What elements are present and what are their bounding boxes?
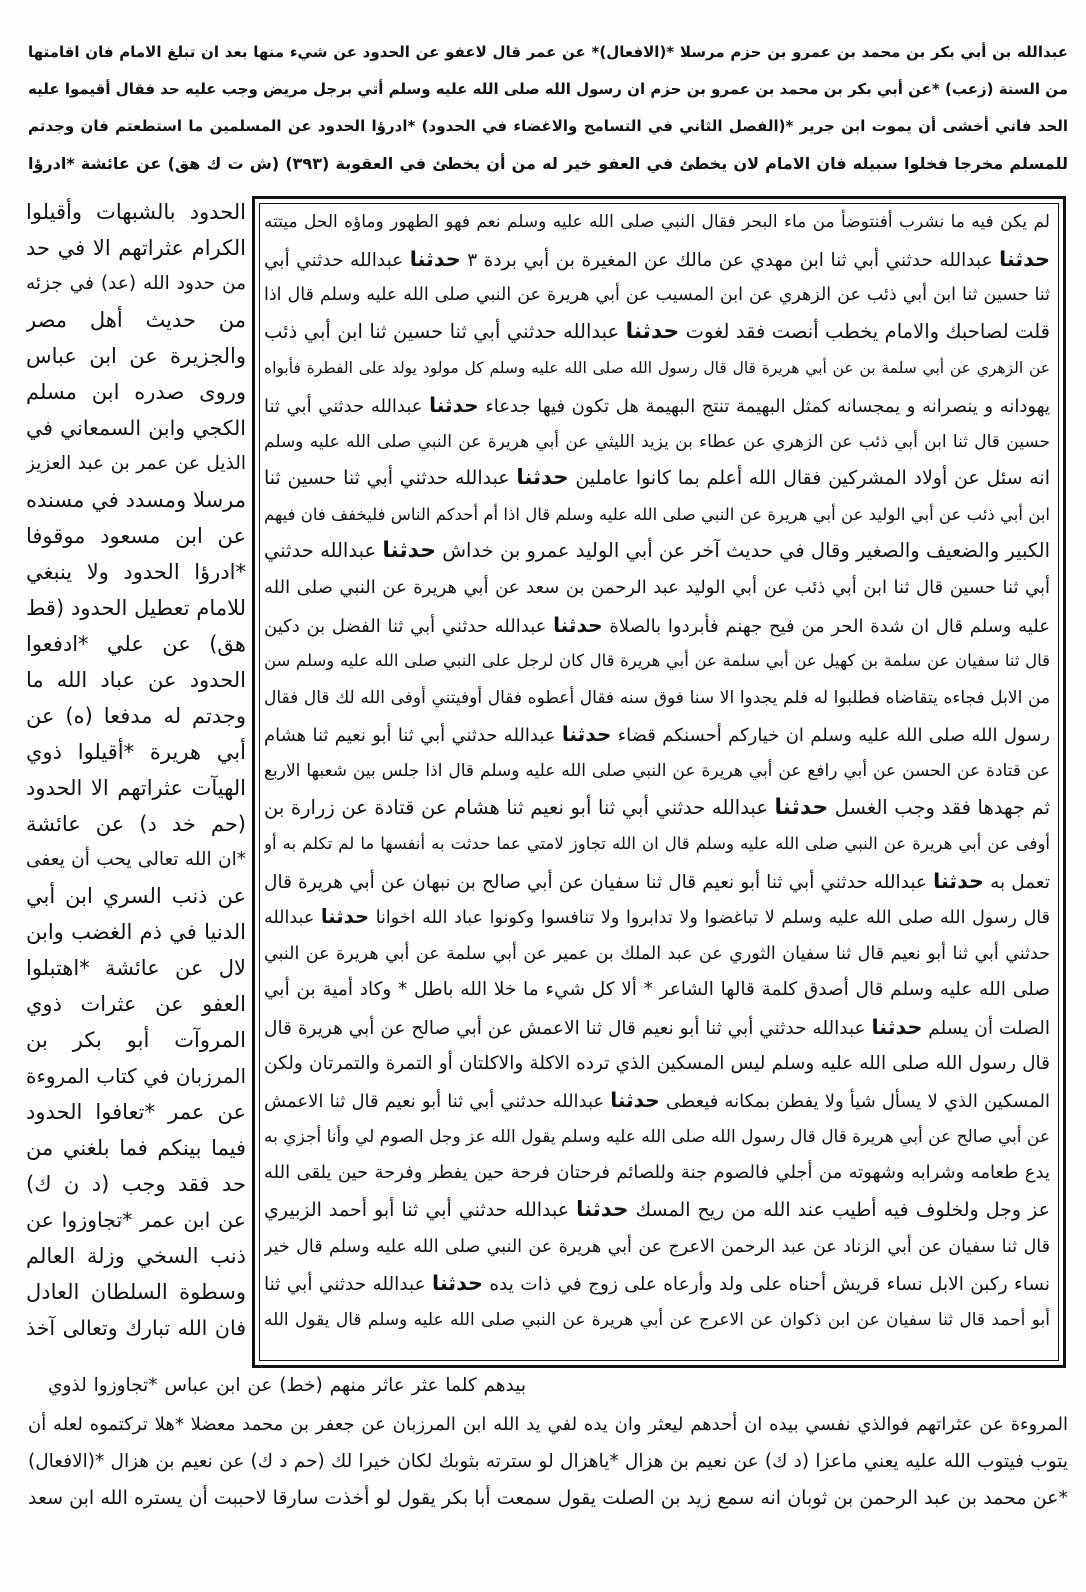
margin-note-line: من حديث أهل مصر bbox=[26, 308, 246, 332]
main-text-line: عن قتادة عن الحسن عن أبي رافع عن أبي هريرة عن النبي صلى الله عليه وسلم قال اذا جلس بين شعبها الاربع bbox=[264, 760, 1050, 781]
main-text-line: عن أبي صالح عن أبي هريرة قال قال رسول الله صلى الله عليه وسلم يقول الله عز وجل الصوم لي وأنا أجزي به bbox=[264, 1126, 1050, 1147]
main-text-block bbox=[264, 204, 1050, 1338]
main-text-line: الكبير والضعيف والصغير وقال في حديث آخر عن أبي الوليد عمرو بن خداش حدثنا عبدالله حدثني bbox=[264, 538, 1050, 564]
isnad-marker: حدثنا bbox=[610, 1088, 660, 1113]
main-text-line: انه سئل عن أولاد المشركين فقال الله أعلم بما كانوا عاملين حدثنا عبدالله حدثني أبي ثنا حسين ثنا bbox=[264, 465, 1050, 491]
main-text-line: قلت لصاحبك والامام يخطب أنصت فقد لغوت حدثنا عبدالله حدثني أبي ثنا حسين ثنا ابن أبي ذئب bbox=[264, 318, 1050, 344]
margin-note-line: الدنيا في ذم الغضب وابن bbox=[26, 920, 246, 944]
margin-note-line: (حم خد د) عن عائشة bbox=[26, 812, 246, 836]
isnad-marker: حدثنا bbox=[432, 1271, 483, 1296]
isnad-marker: حدثنا bbox=[774, 794, 829, 820]
margin-note-line: للامام تعطيل الحدود (قط bbox=[26, 596, 246, 620]
main-text-line: قال ثنا سفيان عن سلمة بن كهيل عن أبي سلمة عن أبي هريرة قال كان لرجل على النبي صلى الله عليه وسلم سن bbox=[264, 651, 1050, 671]
main-text-line: قال ثنا سفيان عن أبي الزناد عن عبد الرحمن الاعرج عن أبي هريرة عن النبي صلى الله عليه وسلم قال خير bbox=[264, 1236, 1050, 1257]
header-line: الحد فاني أخشى أن يموت ابن جرير *(الفصل الثاني في التسامح والاغضاء في الحدود) *ادرؤا الحدود عن المسلمين ما استطعتم فان وجدتم bbox=[28, 117, 1068, 135]
isnad-marker: حدثنا bbox=[409, 246, 461, 271]
footer-first-line-block bbox=[48, 1368, 526, 1404]
footer-line: بيدهم كلما عثر عاثر منهم (خط) عن ابن عباس *تجاوزوا لذوي bbox=[48, 1375, 526, 1396]
main-text-line: ثنا حسين ثنا ابن أبي ذئب عن الزهري عن ابن المسيب عن أبي هريرة عن النبي صلى الله عليه وسلم قال اذا bbox=[264, 285, 1050, 306]
main-text-line: أبي ثنا حسين قال ثنا ابن أبي ذئب عن أبي الوليد عبد الرحمن بن سعد عن أبي هريرة عن النبي صلى الله bbox=[264, 576, 1050, 598]
main-text-line: صلى الله عليه وسلم قال أصدق كلمة قالها الشاعر * ألا كل شيء ما خلا الله باطل * وكاد أمية بن أبي bbox=[264, 979, 1050, 1001]
main-text-line: قال رسول الله صلى الله عليه وسلم لا تباغضوا ولا تدابروا ولا تنافسوا وكونوا عباد الله اخوانا حدثنا عبدالله bbox=[264, 905, 1050, 929]
margin-note-line: الكجي وابن السمعاني في bbox=[26, 416, 246, 440]
margin-note-line: عن عمر *تعافوا الحدود bbox=[26, 1100, 246, 1124]
margin-note-line: العفو عن عثرات ذوي bbox=[26, 992, 246, 1016]
main-text-line: أبو أحمد قال ثنا سفيان عن ابن ذكوان عن الاعرج عن أبي هريرة عن النبي صلى الله عليه وسلم قال يقول الله bbox=[264, 1309, 1050, 1330]
main-text-line: ابن أبي ذئب عن أبي الوليد عن أبي هريرة عن النبي صلى الله عليه وسلم قال اذا أم أحدكم الناس فليخفف فان فيهم bbox=[264, 504, 1050, 524]
main-text-line: حدثني أبي ثنا أبو نعيم قال ثنا سفيان الثوري عن عبد الملك بن عمير عن أبي سلمة عن أبي هريرة عن النبي bbox=[264, 943, 1050, 964]
main-text-line: نساء ركبن الابل نساء قريش أحناه على ولد وأرعاه على زوج في ذات يده حدثنا عبدالله حدثني أبي ثنا bbox=[264, 1271, 1050, 1296]
footer-line: المروءة عن عثراتهم فوالذي نفسي بيده ان أحدهم ليعثر وان يده لفي يد الله ابن المرزبان عن جعفر بن محمد معضلا *هلا تركتموه لعله أن bbox=[28, 1414, 1068, 1435]
margin-note-line: حد فقد وجب (د ن ك) bbox=[26, 1172, 246, 1196]
isnad-marker: حدثنا bbox=[561, 722, 612, 747]
main-text-line: يهودانه و ينصرانه و يمجسانه كمثل البهيمة تنتج البهيمة هل تكون فيها جدعاء حدثنا عبدالله حدثني أبي ثنا bbox=[264, 392, 1050, 417]
isnad-marker: حدثنا bbox=[320, 905, 370, 929]
margin-note-line: فان الله تبارك وتعالى آخذ bbox=[26, 1316, 246, 1340]
main-text-line: لم يكن فيه ما نشرب أفنتوضأ من ماء البحر فقال النبي صلى الله عليه وسلم نعم فهو الطهور وماؤه الحل ميتته bbox=[264, 212, 1050, 232]
isnad-marker: حدثنا bbox=[382, 538, 436, 564]
margin-note-line: عن ابن عمر *تجاوزوا عن bbox=[26, 1208, 246, 1232]
margin-note-line: لال عن عائشة *اهتبلوا bbox=[26, 956, 246, 980]
main-text-line: عليه وسلم قال ان شدة الحر من فيح جهنم فأبردوا بالصلاة حدثنا عبدالله حدثني أبي ثنا الفضل بن دكين bbox=[264, 612, 1050, 637]
margin-note-line: هق) عن علي *ادفعوا bbox=[26, 632, 246, 656]
main-text-line: ثم جهدها فقد وجب الغسل حدثنا عبدالله حدثني أبي ثنا أبو نعيم ثنا هشام عن قتادة عن زرارة بن bbox=[264, 794, 1050, 820]
main-text-line: تعمل به حدثنا عبدالله حدثني أبي ثنا أبو نعيم قال ثنا سفيان عن أبي صالح بن نبهان عن أبي هريرة قال bbox=[264, 868, 1050, 893]
margin-note-line: الهيآت عثراتهم الا الحدود bbox=[26, 776, 246, 800]
main-text-line: قال رسول الله صلى الله عليه وسلم ليس المسكين الذي ترده الاكلة والاكلتان أو التمرة والتمرتان ولكن bbox=[264, 1052, 1050, 1074]
margin-note-line: وسطوة السلطان العادل bbox=[26, 1280, 246, 1304]
isnad-marker: حدثنا bbox=[999, 246, 1050, 271]
isnad-marker: حدثنا bbox=[871, 1015, 923, 1040]
main-text-line: عن الزهري عن أبي سلمة بن عن أبي هريرة قال قال رسول الله صلى الله عليه وسلم كل مولود يولد على الفطرة فأبواه bbox=[264, 359, 1050, 378]
isnad-marker: حدثنا bbox=[933, 868, 984, 893]
footer-line: *عن محمد بن عبد الرحمن بن ثوبان انه سمع زيد بن الصلت يقول سمعت أبا بكر يقول لو أخذت سارقا لاحببت أن يستره الله ابن سعد bbox=[28, 1487, 1068, 1509]
footer-line: يتوب فيتوب الله عليه يعني ماعزا (د ك) عن نعيم بن هزال *ياهزال لو سترته بثوبك لكان خيرا لك (حم د ك) عن نعيم بن هزال *(الافعال) bbox=[28, 1451, 1068, 1472]
margin-note-line: أبي هريرة *أقيلوا ذوي bbox=[26, 740, 246, 764]
main-text-line: المسكين الذي لا يسأل شيأ ولا يفطن بمكانه فيعطى حدثنا عبدالله حدثني أبي ثنا أبو نعيم قال ثنا الاعمش bbox=[264, 1088, 1050, 1113]
isnad-marker: حدثنا bbox=[625, 318, 680, 344]
margin-note-line: الكرام عثراتهم الا في حد bbox=[26, 236, 246, 260]
main-text-line: أوفى عن أبي هريرة عن النبي صلى الله عليه وسلم قال ان الله تجاوز لامتي عما حدثت به أنفسها ما لم تكلم به أو bbox=[264, 834, 1050, 854]
margin-note-line: *ادرؤا الحدود ولا ينبغي bbox=[26, 560, 246, 584]
main-text-line: الصلت أن يسلم حدثنا عبدالله حدثني أبي ثنا أبو نعيم قال ثنا الاعمش عن أبي صالح عن أبي هريرة قال bbox=[264, 1015, 1050, 1040]
margin-note-line: فيما بينكم فما بلغني من bbox=[26, 1136, 246, 1160]
margin-note-line: المرزبان في كتاب المروءة bbox=[26, 1064, 246, 1088]
header-line: من السنة (زعب) *عن أبي بكر بن محمد بن عمرو بن حزم ان رسول الله صلى الله عليه وسلم أتي برجل مريض وجب عليه حد فقال أقيموا عليه bbox=[28, 80, 1068, 98]
footer-text-block bbox=[28, 1406, 1068, 1517]
margin-note-line: ذنب السخي وزلة العالم bbox=[26, 1244, 246, 1268]
main-text-line: من الابل فجاءه يتقاضاه فطلبوا له فلم يجدوا الا سنا فوق سنه فقال أعطوه فقال أوفيتني أوفى الله لك قال فقال bbox=[264, 687, 1050, 708]
header-text-block bbox=[28, 34, 1068, 182]
isnad-marker: حدثنا bbox=[516, 465, 569, 491]
margin-note-line: والجزيرة عن ابن عباس bbox=[26, 344, 246, 368]
main-text-line: عز وجل ولخلوف فيه أطيب عند الله من ريح المسك حدثنا عبدالله حدثني أبي ثنا أبو أحمد الزبيري bbox=[264, 1197, 1050, 1223]
margin-note-line: الحدود بالشبهات وأقيلوا bbox=[26, 200, 246, 224]
margin-note-line: عن ابن مسعود موقوفا bbox=[26, 524, 246, 548]
header-line: عبدالله بن أبي بكر بن محمد بن عمرو بن حزم مرسلا *(الافعال)* عن عمر قال لاعفو عن الحدود عن شيء منها بعد ان تبلغ الامام فان اقامتها bbox=[28, 43, 1068, 61]
isnad-marker: حدثنا bbox=[429, 392, 479, 417]
margin-note-column bbox=[26, 194, 246, 1346]
main-text-line: رسول الله صلى الله عليه وسلم ان خياركم أحسنكم قضاء حدثنا عبدالله حدثني أبي ثنا أبو نعيم ثنا هشام bbox=[264, 722, 1050, 747]
main-text-line: يدع طعامه وشرابه وشهوته من أجلي فالصوم جنة وللصائم فرحتان فرحة حين يفطر وفرحة حين يلقى الله bbox=[264, 1162, 1050, 1184]
margin-note-line: الحدود عن عباد الله ما bbox=[26, 668, 246, 692]
margin-note-line: المروآت أبو بكر بن bbox=[26, 1028, 246, 1052]
margin-note-line: عن ذنب السري ابن أبي bbox=[26, 884, 246, 908]
margin-note-line: وروى صدره ابن مسلم bbox=[26, 380, 246, 404]
margin-note-line: وجدتم له مدفعا (ه) عن bbox=[26, 704, 246, 728]
isnad-marker: حدثنا bbox=[553, 612, 603, 637]
header-line: للمسلم مخرجا فخلوا سبيله فان الامام لان يخطئ في العفو خير له من أن يخطئ في العقوبة (٣٩٣) (ش ت ك هق) عن عائشة *ادرؤا bbox=[28, 154, 1068, 173]
isnad-marker: حدثنا bbox=[576, 1197, 629, 1223]
main-text-line: حسين قال ثنا ابن أبي ذئب عن الزهري عن عطاء بن يزيد الليثي عن أبي هريرة عن النبي صلى الله عليه وسلم bbox=[264, 431, 1050, 452]
margin-note-line: من حدود الله (عد) في جزئه bbox=[26, 273, 246, 294]
margin-note-line: الذيل عن عمر بن عبد العزيز bbox=[26, 453, 246, 474]
margin-note-line: مرسلا ومسدد في مسنده bbox=[26, 488, 246, 512]
margin-note-line: *ان الله تعالى يحب أن يعفى bbox=[26, 849, 246, 870]
main-text-line: حدثنا عبدالله حدثني أبي ثنا ابن مهدي عن مالك عن المغيرة بن أبي بردة ٣ حدثنا عبدالله حدثني أبي bbox=[264, 246, 1050, 271]
